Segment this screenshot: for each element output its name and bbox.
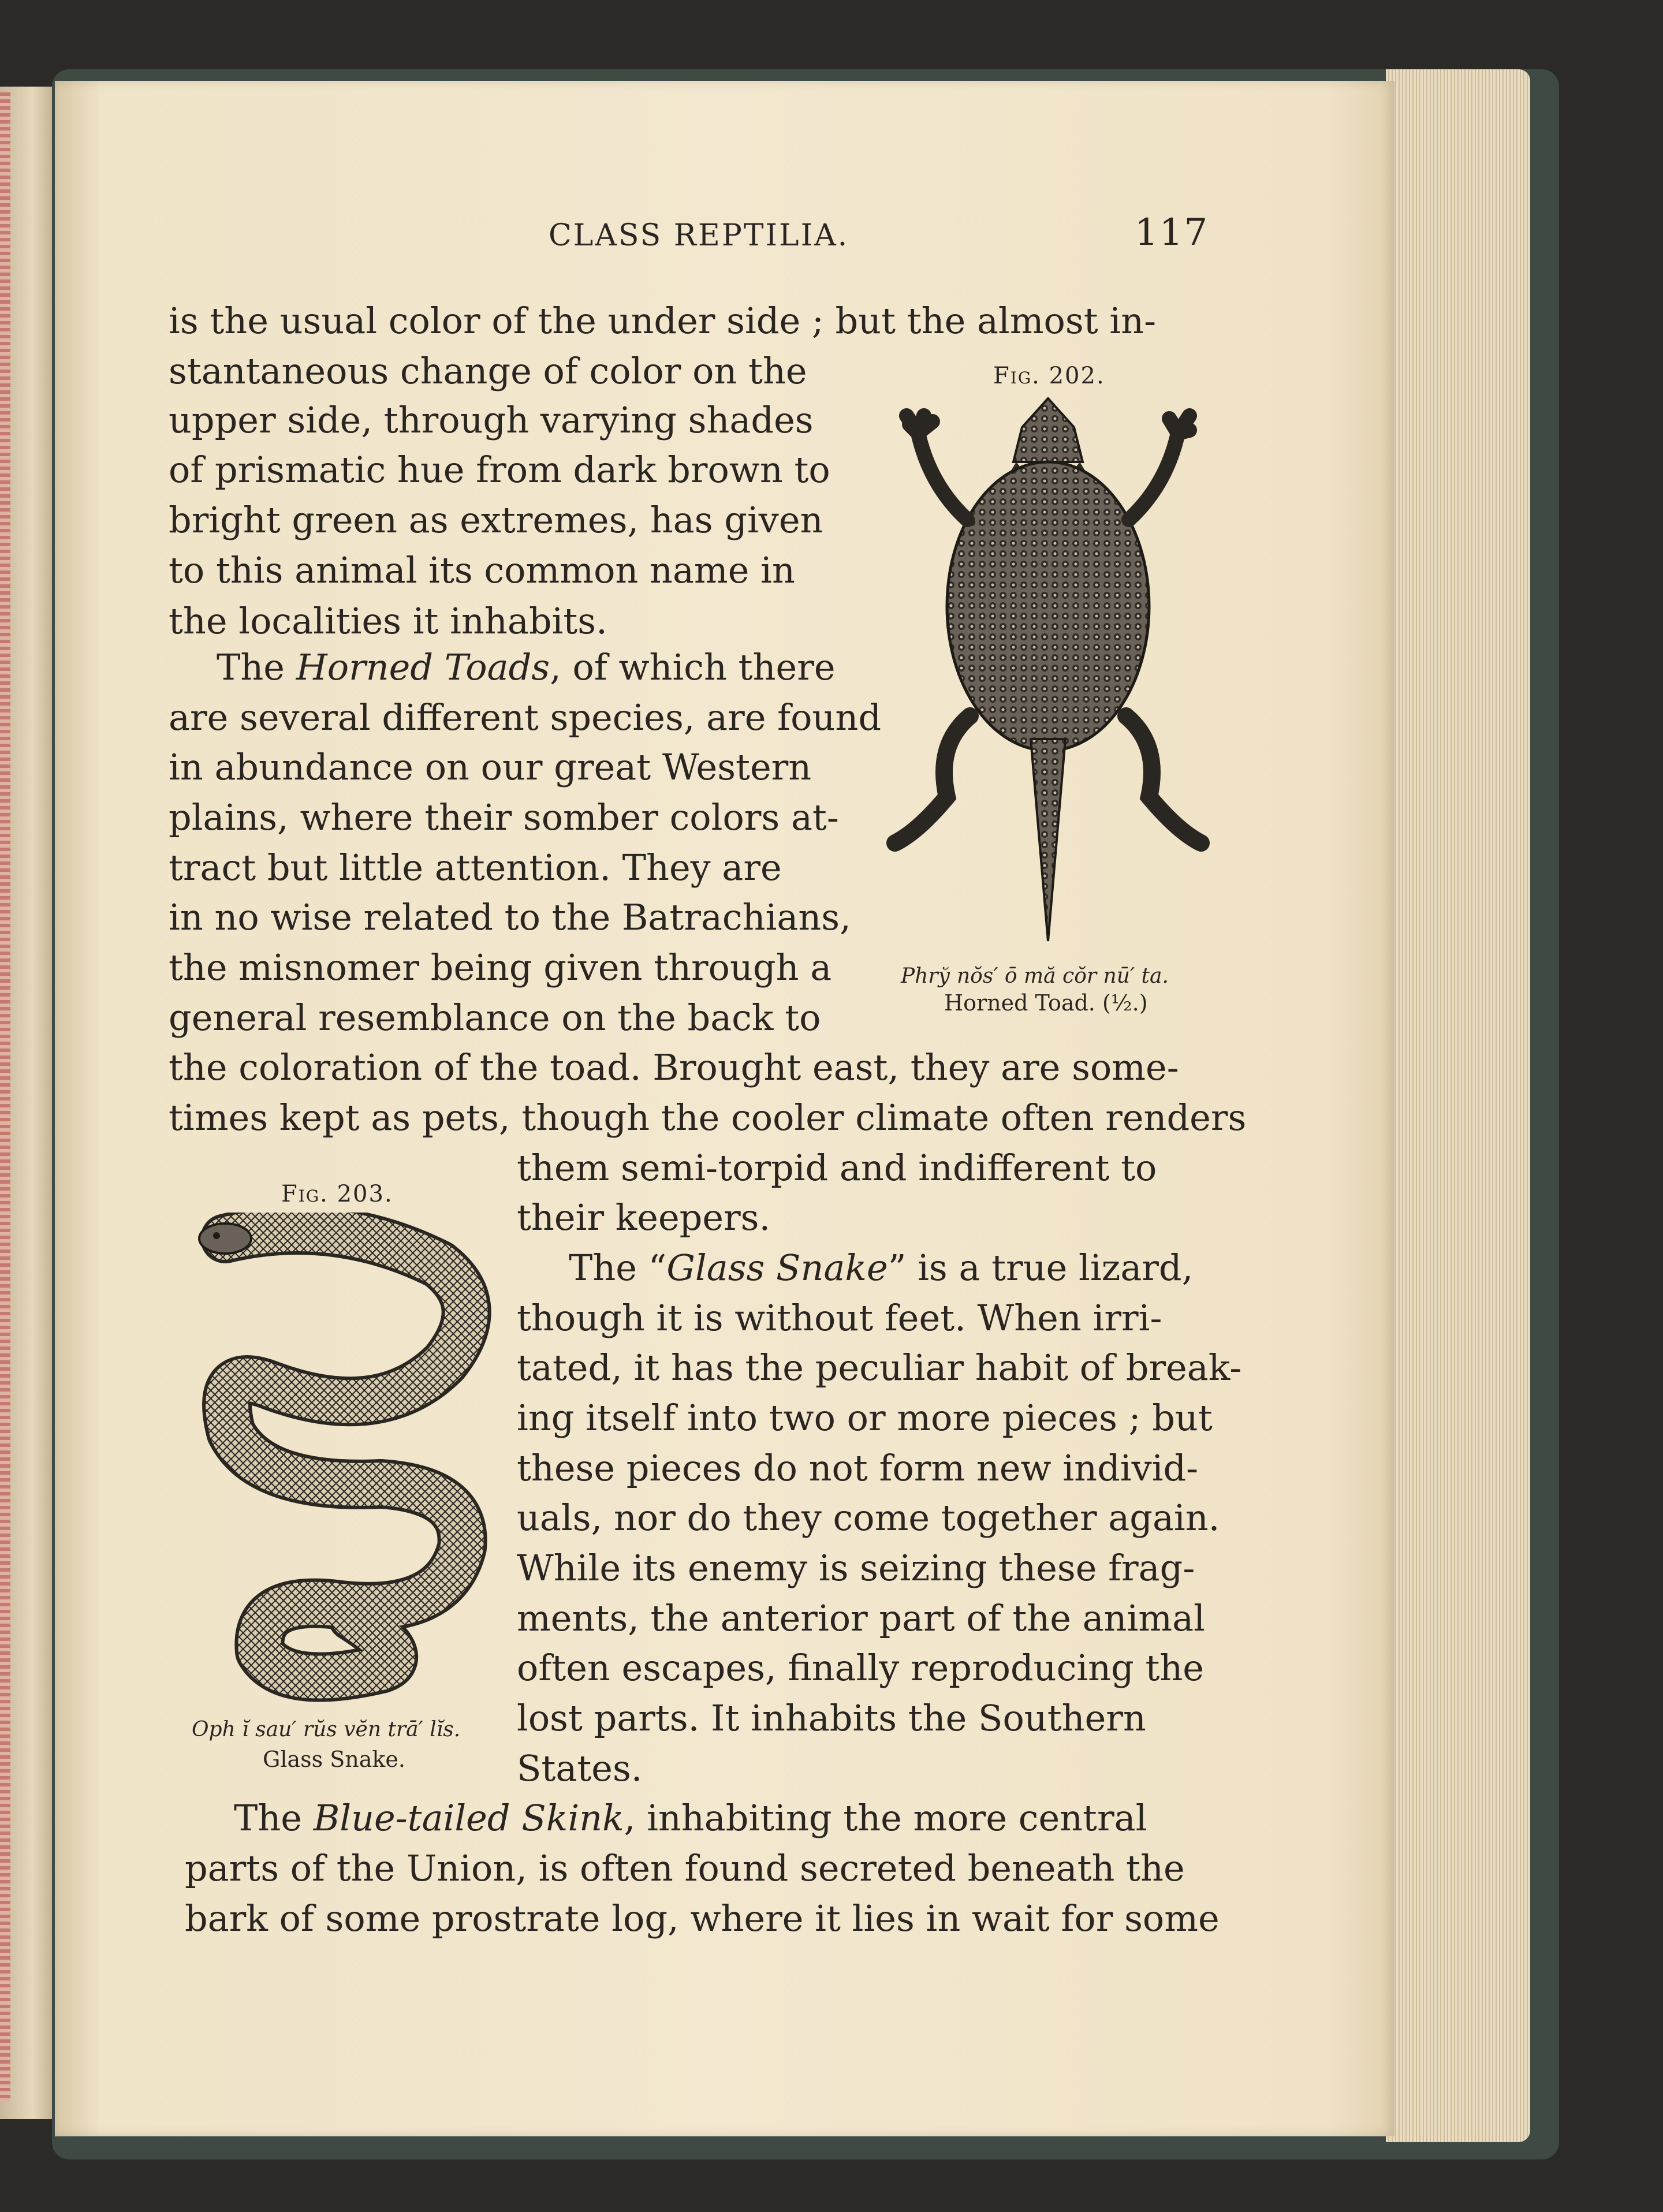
text-line: the misnomer being given through a: [169, 946, 832, 989]
text-run: ” is a true lizard,: [888, 1247, 1194, 1289]
text-line: bright green as extremes, has given: [169, 499, 823, 541]
text-line: [569, 1247, 1194, 1289]
text-line: their keepers.: [517, 1196, 771, 1239]
text-line: the coloration of the toad. Brought east, they are some-: [169, 1046, 1179, 1088]
text-line: to this animal its common name in: [169, 549, 795, 591]
page-number: 117: [1135, 211, 1209, 254]
facing-page-red-edge: [0, 92, 10, 2102]
fig-203-scientific-name: Oph ĭ sau′ rŭs vĕn trā′ lĭs.: [192, 1718, 461, 1741]
term-blue-tailed-skink: Blue-tailed Skink: [313, 1797, 624, 1839]
text-line: times kept as pets, though the cooler climate often renders: [169, 1096, 1247, 1139]
running-head: CLASS REPTILIA.: [549, 218, 849, 253]
text-line: plains, where their somber colors at-: [169, 796, 839, 838]
text-line: uals, nor do they come together again.: [517, 1497, 1220, 1539]
text-line: often escapes, finally reproducing the: [517, 1647, 1204, 1689]
text-line: is the usual color of the under side ; but the almost in-: [169, 300, 1157, 342]
text-line: upper side, through varying shades: [169, 399, 814, 441]
fig-203-common-name: Glass Snake.: [263, 1747, 405, 1772]
text-line: though it is without feet. When irri-: [517, 1297, 1162, 1339]
text-line: general resemblance on the back to: [169, 997, 821, 1039]
text-line: tract but little attention. They are: [169, 846, 782, 889]
text-line: them semi-torpid and indifferent to: [517, 1147, 1157, 1189]
text-run: The: [234, 1797, 314, 1839]
term-horned-toads: Horned Toads: [296, 646, 550, 688]
text-line: are several different species, are found: [169, 696, 882, 738]
term-glass-snake: Glass Snake: [666, 1247, 888, 1289]
text-run: The “: [569, 1247, 667, 1289]
text-run: The: [217, 646, 296, 688]
text-line: in no wise related to the Batrachians,: [169, 896, 851, 938]
text-line: While its enemy is seizing these frag-: [517, 1547, 1195, 1589]
text-line: bark of some prostrate log, where it lies in wait for some: [185, 1897, 1220, 1939]
text-line: States.: [517, 1747, 643, 1789]
text-line: ing itself into two or more pieces ; but: [517, 1397, 1213, 1439]
fig-203-label: Fig. 203.: [281, 1181, 393, 1207]
fig-202-label: Fig. 202.: [993, 363, 1105, 389]
text-run: , inhabiting the more central: [624, 1797, 1147, 1839]
text-line: in abundance on our great Western: [169, 746, 812, 788]
text-line: [234, 1797, 1147, 1839]
text-line: parts of the Union, is often found secreted beneath the: [185, 1847, 1185, 1889]
horned-toad-illustration: [883, 393, 1213, 947]
fig-202-scientific-name: Phrў nŏs′ ō mă cŏr nū′ ta.: [901, 964, 1169, 988]
glass-snake-illustration: [191, 1213, 502, 1709]
text-line: of prismatic hue from dark brown to: [169, 449, 830, 491]
text-line: tated, it has the peculiar habit of break-: [517, 1346, 1242, 1389]
text-line: stantaneous change of color on the: [169, 350, 807, 392]
fig-202-common-name: Horned Toad. (½.): [944, 990, 1148, 1016]
text-line: these pieces do not form new individ-: [517, 1447, 1199, 1489]
text-run: , of which there: [550, 646, 836, 688]
text-line: lost parts. It inhabits the Southern: [517, 1697, 1146, 1739]
text-line: [217, 646, 836, 688]
text-line: the localities it inhabits.: [169, 600, 607, 642]
text-line: ments, the anterior part of the animal: [517, 1597, 1205, 1639]
page-stack-edge: [1386, 69, 1530, 2142]
